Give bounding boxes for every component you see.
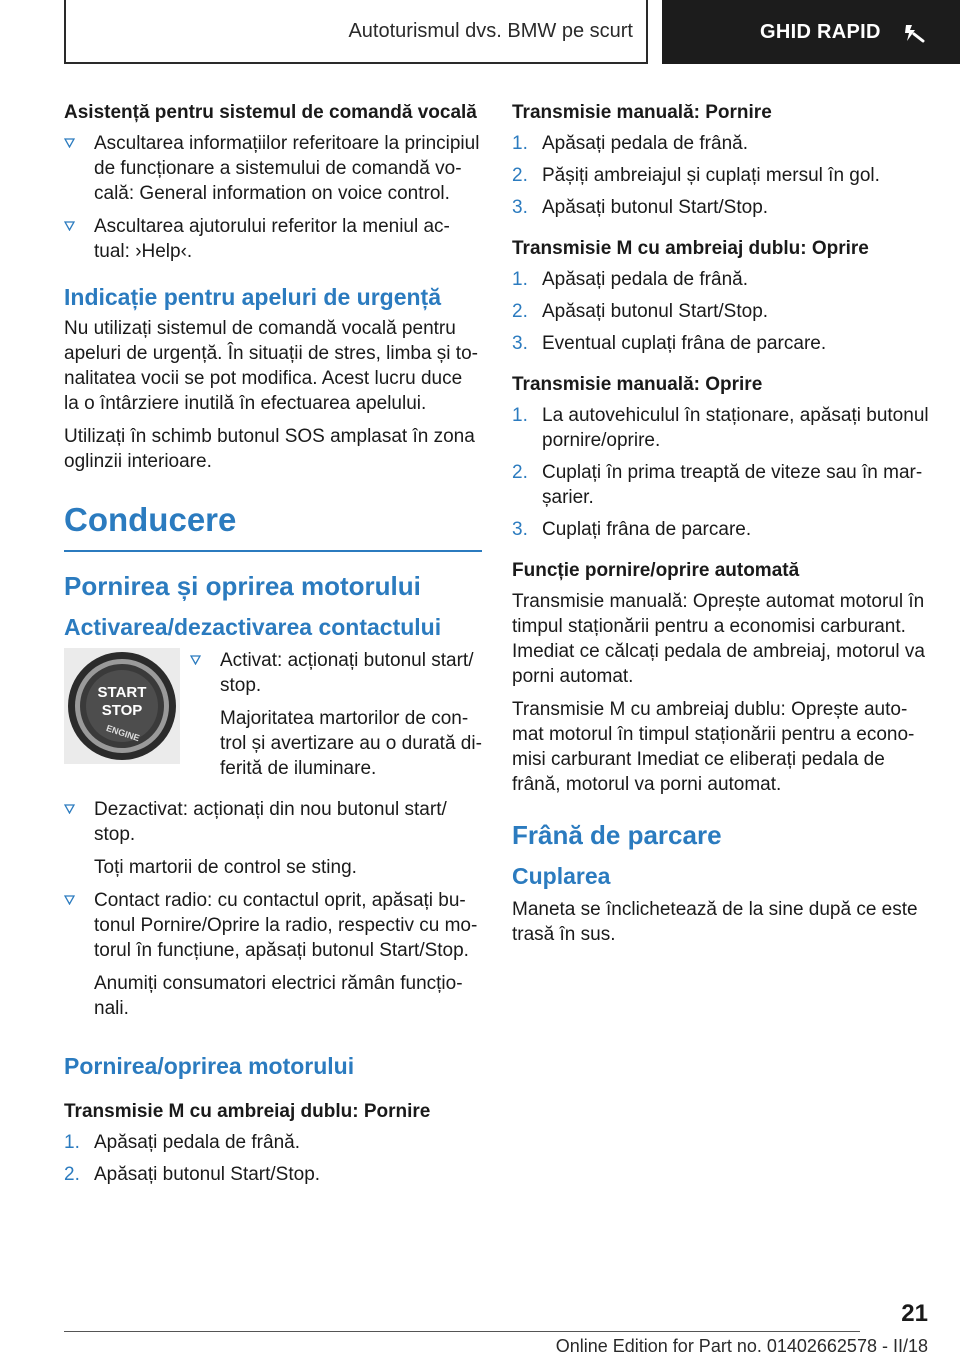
step-number: 3. [512, 197, 528, 218]
step-number: 1. [512, 269, 528, 290]
triangle-bullet-icon [64, 797, 94, 847]
manual-stop-heading: Transmisie manuală: Oprire [512, 374, 763, 395]
numbered-step [512, 460, 932, 510]
step-text: Apăsați pedala de frână. [94, 1132, 300, 1153]
step-text: Pășiți ambreiajul și cuplați mersul în gol. [542, 165, 880, 186]
bullet-text: Ascultarea informațiilor referitoare la principiul de funcționare a sistemului de comandă vo-cală: General information on voice control. [94, 133, 480, 204]
step-number: 3. [512, 519, 528, 540]
button-stop-text: STOP [101, 702, 143, 719]
numbered-step [512, 267, 932, 292]
bullet-note: Majoritatea martorilor de con-trol și avertizare au o durată di-ferită de iluminare. [220, 708, 482, 779]
bullet-note: Toți martorii de control se sting. [94, 857, 357, 878]
ignition-photo-list [190, 648, 482, 789]
bullet-item [190, 648, 482, 698]
emergency-paragraph-2: Utilizați în schimb butonul SOS amplasat în zona oglinzii interioare. [64, 426, 475, 472]
bullet-text: Dezactivat: acționați din nou butonul start/ stop. [94, 799, 447, 845]
parking-brake-heading: Frână de parcare [512, 820, 722, 850]
triangle-bullet-icon [190, 648, 220, 698]
step-number: 2. [64, 1164, 80, 1185]
step-text: Apăsați butonul Start/Stop. [542, 197, 769, 218]
bullet-text: Ascultarea ajutorului referitor la meniul ac-tual: ›Help‹. [94, 216, 450, 262]
bullet-item [64, 131, 482, 206]
auto-paragraph-2: Transmisie M cu ambreiaj dublu: Oprește auto-mat motorul în timpul staționării pentru a econo-misi carburant Imediat ce eliberați pedala de frână, motorul va porni automat. [512, 699, 915, 795]
step-number: 2. [512, 301, 528, 322]
numbered-step [512, 163, 932, 188]
emergency-heading: Indicație pentru apeluri de urgență [64, 284, 442, 310]
voice-help-heading: Asistență pentru sistemul de comandă vocală [64, 102, 477, 123]
step-number: 1. [512, 133, 528, 154]
numbered-step [512, 403, 932, 453]
numbered-step [512, 131, 932, 156]
ignition-photo-block [64, 648, 482, 789]
numbered-step [512, 195, 932, 220]
step-text: Cuplați frâna de parcare. [542, 519, 752, 540]
button-engine-text: ENGINE [104, 723, 141, 744]
start-stop-heading: Pornirea/oprirea motorului [64, 1053, 355, 1079]
step-text: Apăsați pedala de frână. [542, 133, 748, 154]
bullet-text: Activat: acționați butonul start/ stop. [220, 650, 474, 696]
book-title: Autoturismul dvs. BMW pe scurt [348, 19, 633, 42]
auto-paragraph-1: Transmisie manuală: Oprește automat motorul în timpul staționării pentru a economisi carburant. Imediat ce călcați pedala de ambreiaj, motorul va porni automat. [512, 591, 925, 687]
edition-text: Online Edition for Part no. 01402662578 - II/18 [555, 1336, 928, 1356]
emergency-paragraph-1: Nu utilizați sistemul de comandă vocală pentru apeluri de urgență. În situații de stres, limba și to-nalitatea vocii se pot modifica. Acest lucru duce la o întârziere inutilă în efectuarea apelului. [64, 318, 478, 414]
lightning-wand-icon [903, 21, 925, 43]
step-number: 2. [512, 462, 528, 483]
step-text: Apăsați butonul Start/Stop. [94, 1164, 321, 1185]
step-text: Apăsați pedala de frână. [542, 269, 748, 290]
step-text: Cuplați în prima treaptă de viteze sau în mar-șarier. [542, 462, 923, 508]
engage-heading: Cuplarea [512, 863, 611, 889]
bullet-item [64, 797, 482, 847]
step-number: 3. [512, 333, 528, 354]
engage-paragraph: Maneta se înclichetează de la sine după ce este trasă în sus. [512, 899, 918, 945]
header-book-title-box [64, 0, 648, 64]
step-text: Eventual cuplați frâna de parcare. [542, 333, 827, 354]
triangle-bullet-icon [64, 131, 94, 206]
bullet-item [64, 888, 482, 963]
step-number: 2. [512, 165, 528, 186]
numbered-step [512, 331, 932, 356]
bullet-text: Contact radio: cu contactul oprit, apăsați bu-tonul Pornire/Oprire la radio, respectiv cu mo-torul în funcțiune, apăsați butonul Start/Stop. [94, 890, 478, 961]
chapter-title: Conducere [64, 500, 482, 552]
dct-start-heading: Transmisie M cu ambreiaj dublu: Pornire [64, 1101, 431, 1122]
dct-stop-heading: Transmisie M cu ambreiaj dublu: Oprire [512, 238, 869, 259]
step-text: La autovehiculul în staționare, apăsați butonul pornire/oprire. [542, 405, 929, 451]
step-text: Apăsați butonul Start/Stop. [542, 301, 769, 322]
ignition-heading: Activarea/dezactivarea contactului [64, 614, 442, 640]
bullet-item [64, 214, 482, 264]
left-column [64, 100, 482, 1194]
page-number: 21 [901, 1300, 928, 1327]
step-number: 1. [64, 1132, 80, 1153]
triangle-bullet-icon [64, 214, 94, 264]
engine-heading: Pornirea și oprirea motorului [64, 571, 421, 601]
manual-start-heading: Transmisie manuală: Pornire [512, 102, 772, 123]
numbered-step [512, 517, 932, 542]
button-start-text: START [97, 684, 147, 701]
numbered-step [64, 1130, 482, 1155]
step-number: 1. [512, 405, 528, 426]
numbered-step [512, 299, 932, 324]
numbered-step [64, 1162, 482, 1187]
triangle-bullet-icon [64, 888, 94, 963]
start-stop-button-image [64, 648, 180, 764]
section-tab [662, 0, 960, 64]
footer-divider [64, 1331, 860, 1332]
right-column [512, 100, 932, 955]
bullet-note: Anumiți consumatori electrici rămân funcțio-nali. [94, 973, 463, 1019]
auto-start-stop-heading: Funcție pornire/oprire automată [512, 560, 800, 581]
section-tab-label: GHID RAPID [760, 20, 881, 43]
